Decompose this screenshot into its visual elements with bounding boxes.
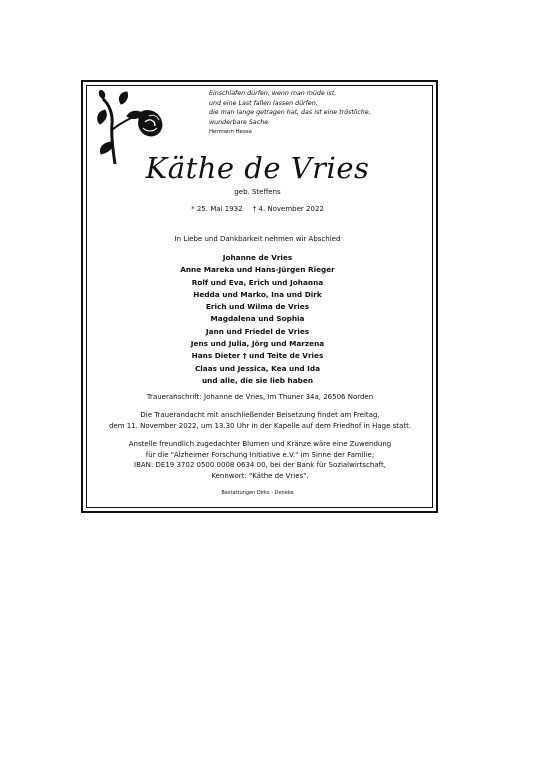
- funeral-home: Bestattungen Dirks - Deneke: [221, 490, 294, 496]
- list-item: Rolf und Eva, Erich und Johanna: [191, 277, 324, 287]
- donation-line: IBAN: DE19 3702 0500 0008 0634 00, bei der Bank für Sozialwirtschaft,: [134, 461, 386, 469]
- farewell-intro: In Liebe und Dankbarkeit nehmen wir Abschied: [174, 235, 341, 243]
- service-details: [90, 410, 430, 431]
- mourners-list: [100, 252, 415, 387]
- list-item: Magdalena und Sophia: [210, 314, 305, 324]
- mourning-address: Traueranschrift: Johanne de Vries, Im Thuner 34a, 26506 Norden: [146, 393, 374, 401]
- list-item: Jens und Julia, Jörg und Marzena: [190, 339, 325, 349]
- service-line: dem 11. November 2022, um 13.30 Uhr in der Kapelle auf dem Friedhof in Hage statt.: [108, 421, 412, 430]
- list-item: und alle, die sie lieb haben: [201, 375, 314, 385]
- service-line: Die Trauerandacht mit anschließender Beisetzung findet am Freitag,: [140, 411, 380, 419]
- poem-line: die man lange getragen hat, das ist eine tröstliche,: [209, 109, 371, 117]
- birth-name: geb. Steffens: [234, 188, 281, 196]
- poem: [209, 89, 429, 138]
- list-item: Hans Dieter † und Teite de Vries: [191, 351, 324, 361]
- list-item: Anne Mareka und Hans-Jürgen Rieger: [180, 265, 335, 275]
- list-item: Claas und Jessica, Kea und Ida: [194, 363, 321, 373]
- list-item: Hedda und Marko, Ina und Dirk: [193, 289, 322, 299]
- poem-line: wunderbare Sache.: [209, 118, 271, 126]
- list-item: Erich und Wilma de Vries: [205, 302, 310, 312]
- donation-line: für die "Alzheimer Forschung Initiative e.V." im Sinne der Familie;: [145, 450, 375, 459]
- death-date: † 4. November 2022: [252, 205, 324, 213]
- list-item: Jann und Friedel de Vries: [205, 326, 310, 336]
- poem-line: Einschlafen dürfen, wenn man müde ist,: [209, 90, 337, 97]
- poem-line: und eine Last fallen lassen dürfen,: [209, 99, 318, 107]
- poem-author: Hermann Hesse: [209, 129, 252, 136]
- donation-line: Kennwort: "Käthe de Vries".: [211, 471, 309, 480]
- list-item: Johanne de Vries: [222, 253, 293, 262]
- life-dates: [100, 205, 415, 213]
- donation-line: Anstelle freundlich zugedachter Blumen und Kränze wäre eine Zuwendung: [128, 440, 392, 448]
- birth-date: * 25. Mai 1932: [191, 205, 243, 213]
- deceased-name: Käthe de Vries: [145, 151, 370, 185]
- donation-notice: [90, 439, 430, 481]
